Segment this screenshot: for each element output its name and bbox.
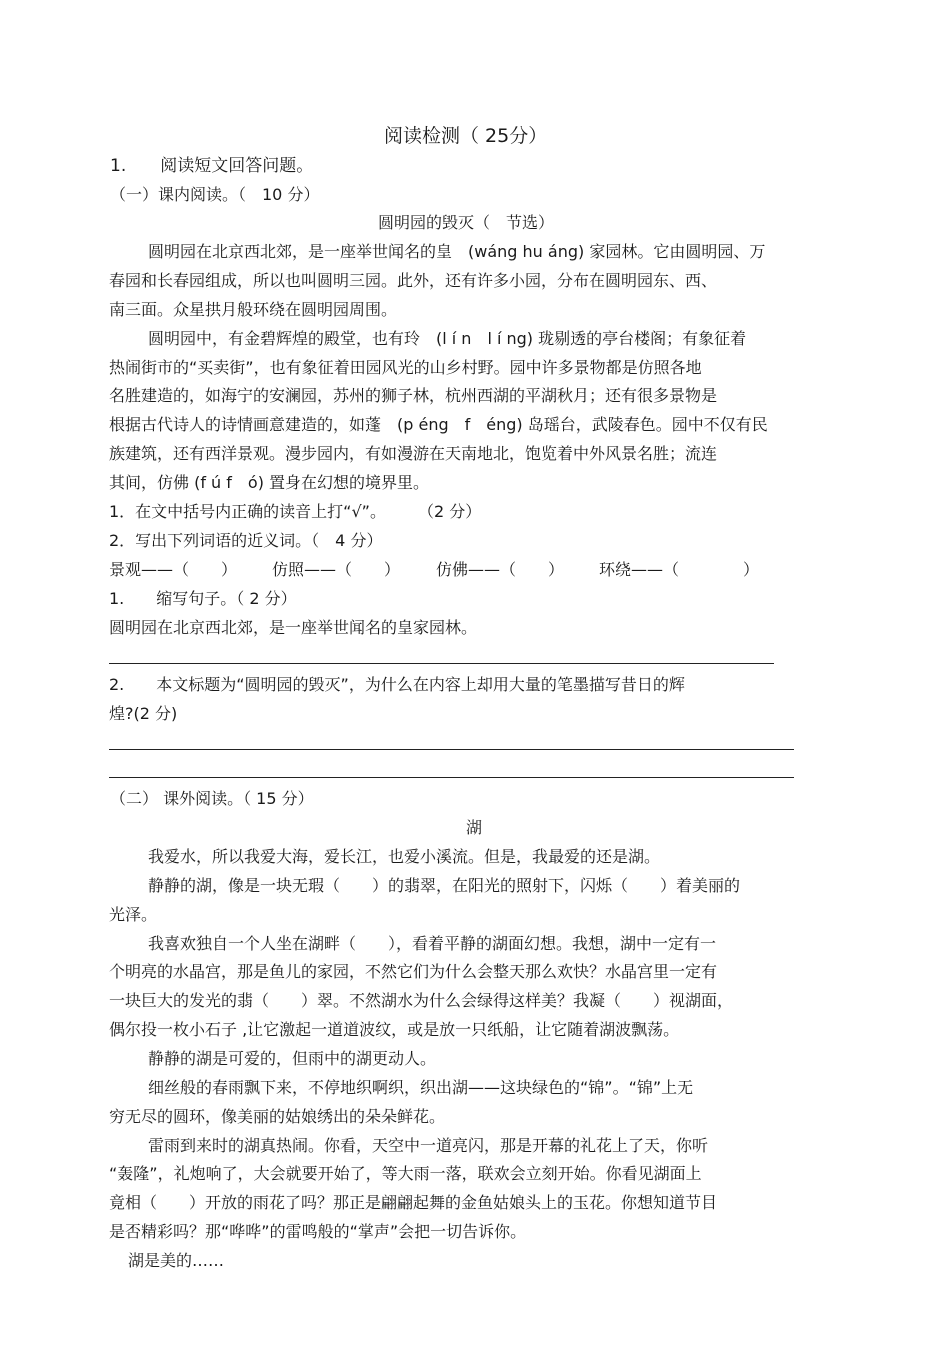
text-line: 一块巨大的发光的翡（ ）翠。不然湖水为什么会绿得这样美？我凝（ ）视湖面， [109, 991, 734, 1010]
text-line: “轰隆”，礼炮响了，大会就要开始了，等大雨一落，联欢会立刻开始。你看见湖面上 [109, 1164, 702, 1183]
question-1-1: 1．在文中括号内正确的读音上打“√”。 （2 分） [109, 502, 482, 521]
synonym-item: 景观——（ ） [109, 560, 238, 579]
text-line: 南三面。众星拱月般环绕在圆明园周围。 [109, 300, 398, 319]
synonym-item: 仿照——（ ） [272, 560, 401, 579]
text-line: 其间，仿佛 (f ú f ó) 置身在幻想的境界里。 [109, 473, 430, 492]
question-1-heading: 1. 阅读短文回答问题。 [110, 156, 314, 176]
text-line: 是否精彩吗？那“哗哗”的雷鸣般的“掌声”会把一切告诉你。 [109, 1222, 527, 1241]
page-title: 阅读检测（ 25分） [384, 125, 548, 147]
synonym-item: 环绕——（ ） [599, 560, 760, 579]
text-line: 春园和长春园组成，所以也叫圆明三园。此外，还有许多小园，分布在圆明园东、西、 [109, 271, 718, 290]
text-line: 雷雨到来时的湖真热闹。你看，天空中一道亮闪，那是开幕的礼花上了天，你听 [148, 1136, 709, 1155]
text-line: 偶尔投一枚小石子 ,让它激起一道道波纹，或是放一只纸船，让它随着湖波飘荡。 [109, 1020, 680, 1039]
text-line: 我喜欢独自一个人坐在湖畔（ ），看着平静的湖面幻想。我想，湖中一定有一 [148, 934, 717, 953]
text-line: 名胜建造的，如海宁的安澜园，苏州的狮子林，杭州西湖的平湖秋月；还有很多景物是 [109, 386, 718, 405]
text-line: 根据古代诗人的诗情画意建造的，如蓬 (p éng f éng) 岛瑶台，武陵春色。园中不仅有民 [109, 415, 768, 434]
text-line: 个明亮的水晶宫，那是鱼儿的家园，不然它们为什么会整天那么欢快？水晶宫里一定有 [109, 962, 718, 981]
text-line: 圆明园中，有金碧辉煌的殿堂，也有玲 (l í n l í ng) 珑剔透的亭台楼阁；有象征着 [148, 329, 747, 348]
answer-line[interactable] [109, 663, 774, 664]
question-1-2: 2．写出下列词语的近义词。（ 4 分） [109, 531, 383, 550]
text-line: 湖是美的…… [128, 1251, 225, 1270]
text-line: 圆明园在北京西北郊，是一座举世闻名的皇 (wáng hu áng) 家园林。它由圆明园、万 [148, 242, 766, 261]
part2-article-title: 湖 [466, 818, 483, 837]
text-line: 光泽。 [109, 905, 158, 924]
question-1-4-cont: 煌?(2 分) [109, 704, 178, 723]
part1-article-title: 圆明园的毁灭（ 节选） [378, 213, 555, 232]
part2-heading: （二） 课外阅读。（ 15 分） [110, 789, 314, 808]
text-line: 穷无尽的圆环，像美丽的姑娘绣出的朵朵鲜花。 [109, 1107, 446, 1126]
part1-heading: （一）课内阅读。（ 10 分） [110, 185, 320, 204]
question-1-3: 1. 缩写句子。（ 2 分） [109, 589, 297, 608]
synonym-item: 仿佛——（ ） [436, 560, 565, 579]
sentence-to-shorten: 圆明园在北京西北郊，是一座举世闻名的皇家园林。 [109, 618, 478, 637]
text-line: 竟相（ ）开放的雨花了吗？那正是翩翩起舞的金鱼姑娘头上的玉花。你想知道节目 [109, 1193, 718, 1212]
text-line: 我爱水，所以我爱大海，爱长江，也爱小溪流。但是，我最爱的还是湖。 [148, 847, 661, 866]
text-line: 族建筑，还有西洋景观。漫步园内，有如漫游在天南地北，饱览着中外风景名胜；流连 [109, 444, 718, 463]
answer-line[interactable] [109, 749, 794, 750]
text-line: 静静的湖，像是一块无瑕（ ）的翡翠，在阳光的照射下，闪烁（ ）着美丽的 [148, 876, 741, 895]
question-1-4: 2. 本文标题为“圆明园的毁灭”，为什么在内容上却用大量的笔墨描写昔日的辉 [109, 675, 685, 694]
text-line: 热闹街市的“买卖街”，也有象征着田园风光的山乡村野。园中许多景物都是仿照各地 [109, 358, 702, 377]
text-line: 静静的湖是可爱的，但雨中的湖更动人。 [148, 1049, 437, 1068]
text-line: 细丝般的春雨飘下来，不停地织啊织，织出湖——这块绿色的“锦”。“锦”上无 [148, 1078, 694, 1097]
answer-line[interactable] [109, 777, 794, 778]
